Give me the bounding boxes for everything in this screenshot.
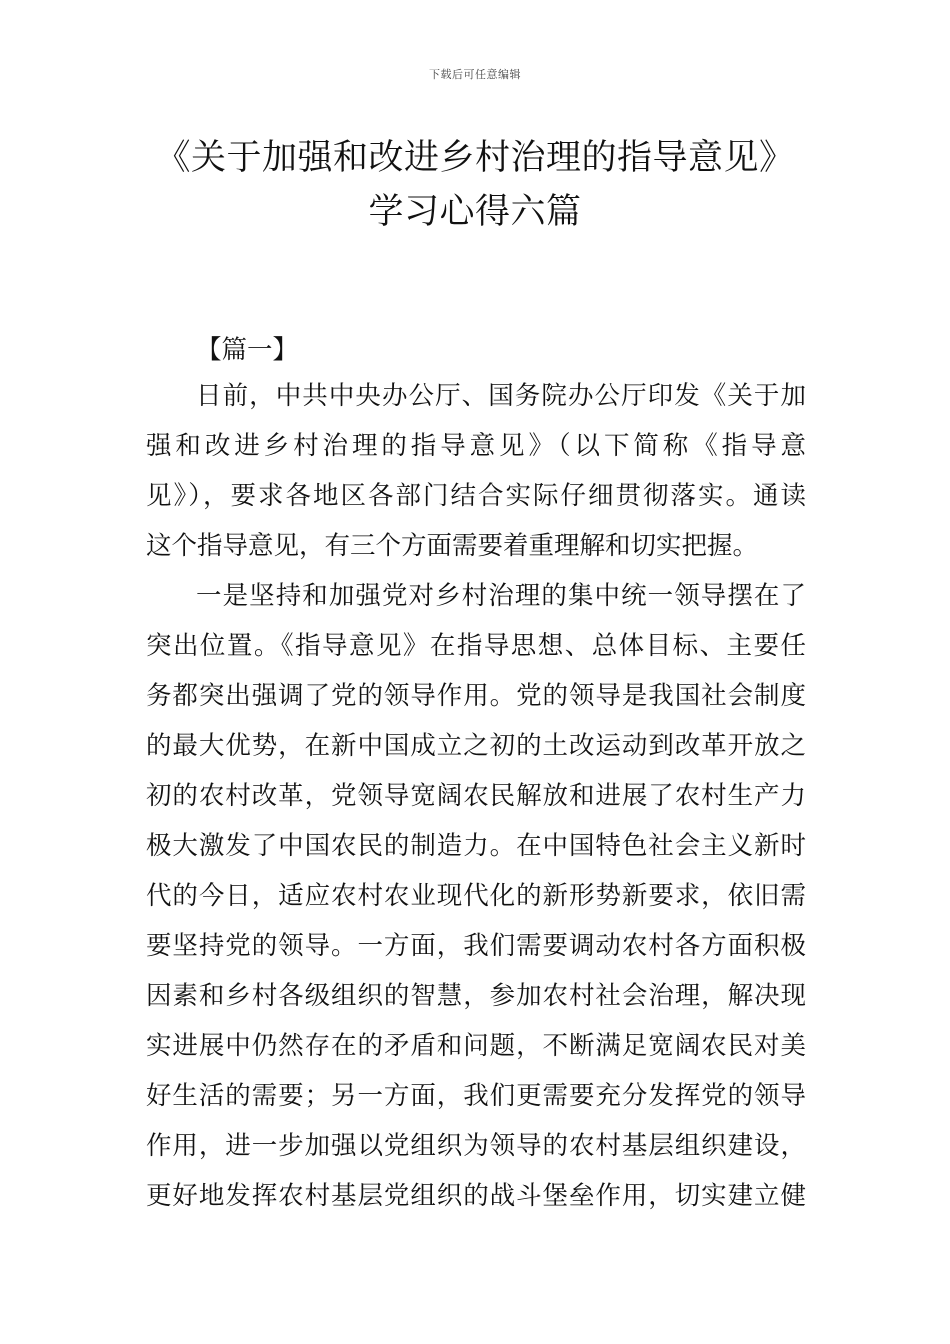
paragraph-line: 突出位置。《指导意见》在指导思想、总体目标、主要任	[146, 631, 806, 661]
section-heading: 【篇一】	[196, 335, 299, 365]
paragraph-line: 代的今日，适应农村农业现代化的新形势新要求，依旧需	[146, 881, 806, 911]
document-title-line-2: 学习心得六篇	[368, 192, 582, 232]
paragraph-line: 极大激发了中国农民的制造力。在中国特色社会主义新时	[146, 831, 806, 861]
paragraph-line: 初的农村改革，党领导宽阔农民解放和进展了农村生产力	[146, 781, 806, 811]
paragraph-line: 的最大优势，在新中国成立之初的土改运动到改革开放之	[146, 731, 806, 761]
paragraph-line: 要坚持党的领导。一方面，我们需要调动农村各方面积极	[146, 931, 806, 961]
header-note: 下载后可任意编辑	[429, 68, 521, 81]
paragraph-line: 实进展中仍然存在的矛盾和问题，不断满足宽阔农民对美	[146, 1031, 806, 1061]
paragraph-line: 见》），要求各地区各部门结合实际仔细贯彻落实。通读	[146, 481, 806, 511]
document-title-line-1: 《关于加强和改进乡村治理的指导意见》	[155, 138, 795, 178]
paragraph-line: 更好地发挥农村基层党组织的战斗堡垒作用，切实建立健	[146, 1181, 806, 1211]
paragraph-line: 一是坚持和加强党对乡村治理的集中统一领导摆在了	[196, 581, 806, 611]
paragraph-line: 强和改进乡村治理的指导意见》（以下简称《指导意	[146, 431, 806, 461]
paragraph-line: 因素和乡村各级组织的智慧，参加农村社会治理，解决现	[146, 981, 806, 1011]
paragraph-line: 好生活的需要；另一方面，我们更需要充分发挥党的领导	[146, 1081, 806, 1111]
paragraph-line: 作用，进一步加强以党组织为领导的农村基层组织建设，	[146, 1131, 806, 1161]
paragraph-line: 日前，中共中央办公厅、国务院办公厅印发《关于加	[196, 381, 806, 411]
paragraph-line: 务都突出强调了党的领导作用。党的领导是我国社会制度	[146, 681, 806, 711]
paragraph-line: 这个指导意见，有三个方面需要着重理解和切实把握。	[146, 531, 759, 561]
